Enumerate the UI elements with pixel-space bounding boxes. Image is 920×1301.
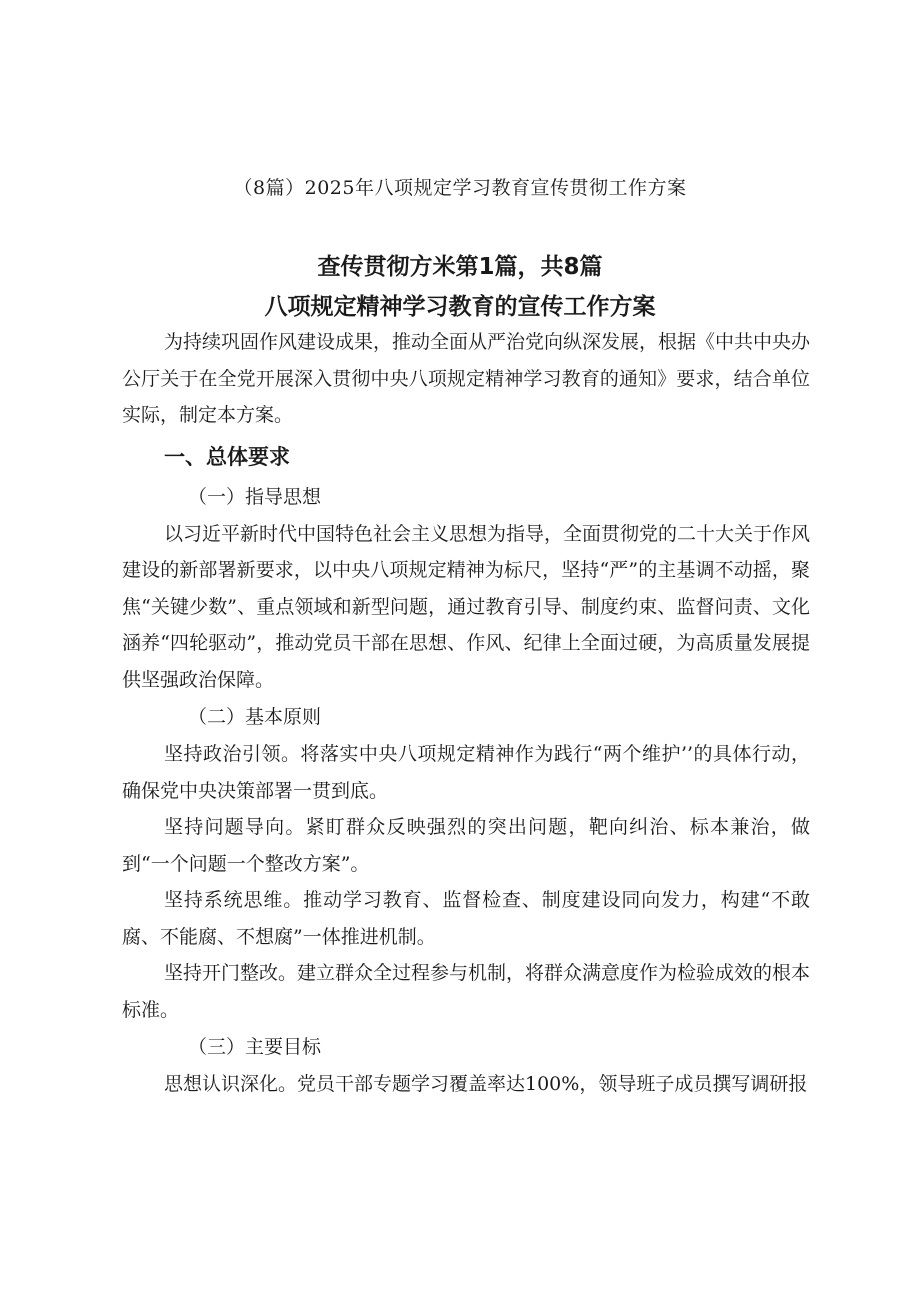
guiding-ideology-paragraph: 以习近平新时代中国特色社会主义思想为指导，全面贯彻党的二十大关于作风建设的新部署新要求，以中央八项规定精神为标尺，坚持“严”的主基调不动摇，聚焦“关键少数”、重点领域和新型问题，通过教育引导、制度约束、监督问责、文化涵养“四轮驱动”，推动党员干部在思想、作风、纪律上全面过硬，为高质量发展提供坚强政治保障。 xyxy=(122,522,811,691)
intro-paragraph: 为持续巩固作风建设成果，推动全面从严治党向纵深发展，根据《中共中央办公厅关于在全党开展深入贯彻中央八项规定精神学习教育的通知》要求，结合单位实际，制定本方案。 xyxy=(122,331,811,426)
principle-open-rectification: 坚持开门整改。建立群众全过程参与机制，将群众满意度作为检验成效的根本标准。 xyxy=(122,962,811,1021)
plan-title: 八项规定精神学习教育的宣传工作方案 xyxy=(264,294,656,320)
subsection-heading-guiding-ideology: （一）指导思想 xyxy=(188,485,322,508)
subsection-heading-main-goals: （三）主要目标 xyxy=(188,1036,322,1058)
document-body xyxy=(122,324,810,1103)
section-subtitle: 查传贯彻方米第1篇，共8篇 xyxy=(317,254,603,280)
document-title: （8篇）2025年八项规定学习教育宣传贯彻工作方案 xyxy=(233,177,687,199)
principle-systems-thinking: 坚持系统思维。推动学习教育、监督检查、制度建设同向发力，构建“不敢腐、不能腐、不想腐”一体推进机制。 xyxy=(122,889,810,948)
principle-problem-oriented: 坚持问题导向。紧盯群众反映强烈的突出问题，靶向纠治、标本兼治，做到“一个问题一个整改方案”。 xyxy=(122,816,810,875)
principle-political-leadership: 坚持政治引领。将落实中央八项规定精神作为践行“两个维护’’的具体行动，确保党中央决策部署一贯到底。 xyxy=(122,743,810,802)
goal-ideological-deepening: 思想认识深化。党员干部专题学习覆盖率达100%，领导班子成员撰写调研报 xyxy=(164,1073,808,1095)
section-heading-general-requirements: 一、总体要求 xyxy=(164,444,290,469)
subsection-heading-basic-principles: （二）基本原则 xyxy=(188,706,322,728)
